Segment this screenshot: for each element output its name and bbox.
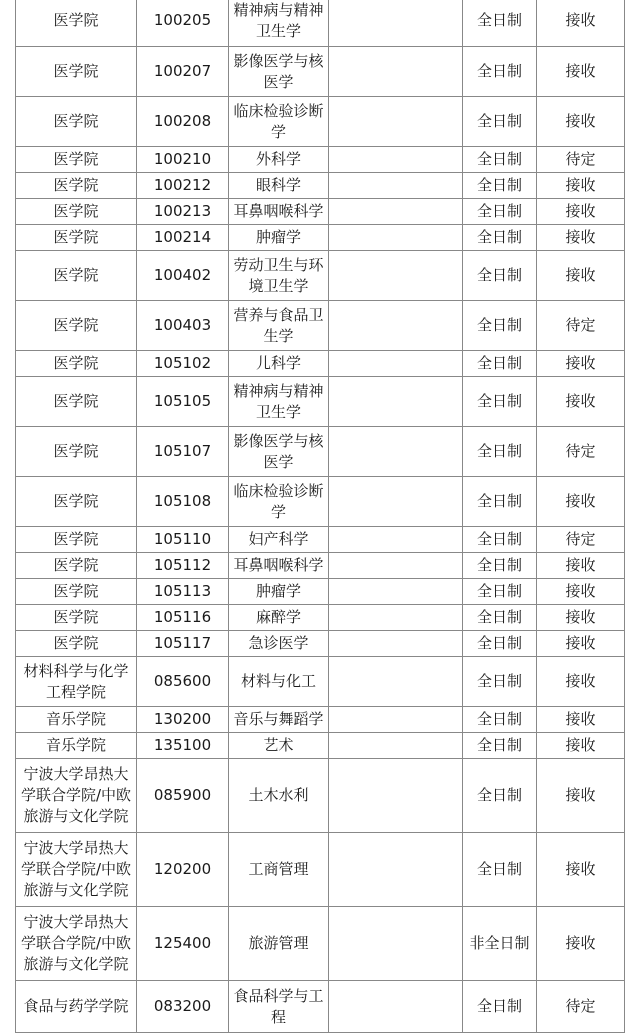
- direction-cell: [329, 173, 463, 199]
- mode-cell: 全日制: [463, 97, 537, 147]
- major-cell: 影像医学与核医学: [229, 427, 329, 477]
- status-cell: 接收: [537, 553, 625, 579]
- code-cell: 105116: [137, 605, 229, 631]
- status-cell: 接收: [537, 759, 625, 833]
- mode-cell: 全日制: [463, 733, 537, 759]
- table-row: [16, 147, 625, 173]
- table-row: [16, 301, 625, 351]
- code-cell: 125400: [137, 907, 229, 981]
- table-row: [16, 579, 625, 605]
- direction-cell: [329, 199, 463, 225]
- status-cell: 接收: [537, 605, 625, 631]
- direction-cell: [329, 527, 463, 553]
- table-row: [16, 833, 625, 907]
- table-row: [16, 733, 625, 759]
- major-cell: 耳鼻咽喉科学: [229, 553, 329, 579]
- status-cell: 接收: [537, 199, 625, 225]
- status-cell: 接收: [537, 0, 625, 47]
- status-cell: 接收: [537, 657, 625, 707]
- mode-cell: 全日制: [463, 631, 537, 657]
- college-cell: 医学院: [16, 631, 137, 657]
- major-cell: 麻醉学: [229, 605, 329, 631]
- code-cell: 105110: [137, 527, 229, 553]
- direction-cell: [329, 225, 463, 251]
- college-cell: 音乐学院: [16, 733, 137, 759]
- major-cell: 影像医学与核医学: [229, 47, 329, 97]
- status-cell: 接收: [537, 733, 625, 759]
- code-cell: 083200: [137, 981, 229, 1033]
- status-cell: 接收: [537, 579, 625, 605]
- mode-cell: 全日制: [463, 377, 537, 427]
- mode-cell: 全日制: [463, 427, 537, 477]
- mode-cell: 全日制: [463, 657, 537, 707]
- college-cell: 医学院: [16, 579, 137, 605]
- table-row: [16, 199, 625, 225]
- table-row: [16, 707, 625, 733]
- college-cell: 医学院: [16, 225, 137, 251]
- table-row: [16, 759, 625, 833]
- status-cell: 接收: [537, 225, 625, 251]
- direction-cell: [329, 427, 463, 477]
- table-row: [16, 527, 625, 553]
- major-cell: 精神病与精神卫生学: [229, 0, 329, 47]
- status-cell: 待定: [537, 527, 625, 553]
- table-row: [16, 631, 625, 657]
- major-cell: 营养与食品卫生学: [229, 301, 329, 351]
- direction-cell: [329, 733, 463, 759]
- major-cell: 劳动卫生与环境卫生学: [229, 251, 329, 301]
- major-cell: 肿瘤学: [229, 225, 329, 251]
- mode-cell: 全日制: [463, 833, 537, 907]
- direction-cell: [329, 251, 463, 301]
- college-cell: 音乐学院: [16, 707, 137, 733]
- status-cell: 接收: [537, 477, 625, 527]
- table-row: [16, 907, 625, 981]
- college-cell: 医学院: [16, 199, 137, 225]
- status-cell: 接收: [537, 377, 625, 427]
- code-cell: 105107: [137, 427, 229, 477]
- mode-cell: 全日制: [463, 173, 537, 199]
- mode-cell: 全日制: [463, 301, 537, 351]
- status-cell: 待定: [537, 301, 625, 351]
- college-cell: 宁波大学昂热大学联合学院/中欧旅游与文化学院: [16, 907, 137, 981]
- direction-cell: [329, 351, 463, 377]
- status-cell: 接收: [537, 47, 625, 97]
- major-cell: 临床检验诊断学: [229, 477, 329, 527]
- code-cell: 105102: [137, 351, 229, 377]
- mode-cell: 全日制: [463, 553, 537, 579]
- direction-cell: [329, 605, 463, 631]
- mode-cell: 全日制: [463, 199, 537, 225]
- code-cell: 105113: [137, 579, 229, 605]
- direction-cell: [329, 833, 463, 907]
- table-row: [16, 251, 625, 301]
- status-cell: 接收: [537, 631, 625, 657]
- major-cell: 肿瘤学: [229, 579, 329, 605]
- major-cell: 食品科学与工程: [229, 981, 329, 1033]
- major-cell: 急诊医学: [229, 631, 329, 657]
- table-row: [16, 225, 625, 251]
- code-cell: 100207: [137, 47, 229, 97]
- code-cell: 105112: [137, 553, 229, 579]
- table-row: [16, 377, 625, 427]
- major-cell: 眼科学: [229, 173, 329, 199]
- direction-cell: [329, 147, 463, 173]
- major-cell: 材料与化工: [229, 657, 329, 707]
- table-row: [16, 477, 625, 527]
- direction-cell: [329, 477, 463, 527]
- code-cell: 100210: [137, 147, 229, 173]
- direction-cell: [329, 301, 463, 351]
- code-cell: 100214: [137, 225, 229, 251]
- table-row: [16, 351, 625, 377]
- major-cell: 儿科学: [229, 351, 329, 377]
- college-cell: 医学院: [16, 251, 137, 301]
- college-cell: 医学院: [16, 0, 137, 47]
- mode-cell: 全日制: [463, 351, 537, 377]
- direction-cell: [329, 631, 463, 657]
- mode-cell: 全日制: [463, 225, 537, 251]
- direction-cell: [329, 657, 463, 707]
- college-cell: 医学院: [16, 427, 137, 477]
- college-cell: 宁波大学昂热大学联合学院/中欧旅游与文化学院: [16, 759, 137, 833]
- major-cell: 外科学: [229, 147, 329, 173]
- mode-cell: 全日制: [463, 605, 537, 631]
- college-cell: 医学院: [16, 605, 137, 631]
- table-row: [16, 605, 625, 631]
- code-cell: 100205: [137, 0, 229, 47]
- direction-cell: [329, 907, 463, 981]
- code-cell: 100208: [137, 97, 229, 147]
- direction-cell: [329, 981, 463, 1033]
- status-cell: 接收: [537, 97, 625, 147]
- table-row: [16, 97, 625, 147]
- college-cell: 医学院: [16, 301, 137, 351]
- code-cell: 085600: [137, 657, 229, 707]
- code-cell: 100403: [137, 301, 229, 351]
- college-cell: 宁波大学昂热大学联合学院/中欧旅游与文化学院: [16, 833, 137, 907]
- major-cell: 艺术: [229, 733, 329, 759]
- table-row: [16, 981, 625, 1033]
- major-cell: 耳鼻咽喉科学: [229, 199, 329, 225]
- status-cell: 接收: [537, 907, 625, 981]
- direction-cell: [329, 97, 463, 147]
- code-cell: 100402: [137, 251, 229, 301]
- mode-cell: 全日制: [463, 759, 537, 833]
- mode-cell: 全日制: [463, 147, 537, 173]
- college-cell: 医学院: [16, 553, 137, 579]
- code-cell: 100212: [137, 173, 229, 199]
- status-cell: 接收: [537, 707, 625, 733]
- code-cell: 105117: [137, 631, 229, 657]
- college-cell: 食品与药学学院: [16, 981, 137, 1033]
- mode-cell: 全日制: [463, 527, 537, 553]
- status-cell: 待定: [537, 427, 625, 477]
- direction-cell: [329, 47, 463, 97]
- code-cell: 135100: [137, 733, 229, 759]
- major-cell: 音乐与舞蹈学: [229, 707, 329, 733]
- mode-cell: 全日制: [463, 0, 537, 47]
- code-cell: 105108: [137, 477, 229, 527]
- status-cell: 待定: [537, 147, 625, 173]
- direction-cell: [329, 0, 463, 47]
- status-cell: 接收: [537, 173, 625, 199]
- status-cell: 接收: [537, 833, 625, 907]
- code-cell: 130200: [137, 707, 229, 733]
- college-cell: 医学院: [16, 377, 137, 427]
- major-cell: 妇产科学: [229, 527, 329, 553]
- college-cell: 材料科学与化学工程学院: [16, 657, 137, 707]
- table-row: [16, 173, 625, 199]
- major-cell: 工商管理: [229, 833, 329, 907]
- table-row: [16, 47, 625, 97]
- mode-cell: 全日制: [463, 251, 537, 301]
- direction-cell: [329, 759, 463, 833]
- direction-cell: [329, 377, 463, 427]
- college-cell: 医学院: [16, 477, 137, 527]
- mode-cell: 非全日制: [463, 907, 537, 981]
- table-row: [16, 427, 625, 477]
- major-cell: 精神病与精神卫生学: [229, 377, 329, 427]
- major-cell: 旅游管理: [229, 907, 329, 981]
- code-cell: 100213: [137, 199, 229, 225]
- table-row: [16, 0, 625, 47]
- direction-cell: [329, 579, 463, 605]
- college-cell: 医学院: [16, 47, 137, 97]
- direction-cell: [329, 707, 463, 733]
- college-cell: 医学院: [16, 147, 137, 173]
- mode-cell: 全日制: [463, 707, 537, 733]
- direction-cell: [329, 553, 463, 579]
- code-cell: 105105: [137, 377, 229, 427]
- college-cell: 医学院: [16, 173, 137, 199]
- code-cell: 085900: [137, 759, 229, 833]
- status-cell: 接收: [537, 351, 625, 377]
- code-cell: 120200: [137, 833, 229, 907]
- mode-cell: 全日制: [463, 47, 537, 97]
- admissions-table: [15, 0, 625, 1033]
- table-row: [16, 657, 625, 707]
- major-cell: 土木水利: [229, 759, 329, 833]
- mode-cell: 全日制: [463, 579, 537, 605]
- major-cell: 临床检验诊断学: [229, 97, 329, 147]
- status-cell: 待定: [537, 981, 625, 1033]
- mode-cell: 全日制: [463, 981, 537, 1033]
- college-cell: 医学院: [16, 97, 137, 147]
- mode-cell: 全日制: [463, 477, 537, 527]
- table-row: [16, 553, 625, 579]
- status-cell: 接收: [537, 251, 625, 301]
- college-cell: 医学院: [16, 527, 137, 553]
- college-cell: 医学院: [16, 351, 137, 377]
